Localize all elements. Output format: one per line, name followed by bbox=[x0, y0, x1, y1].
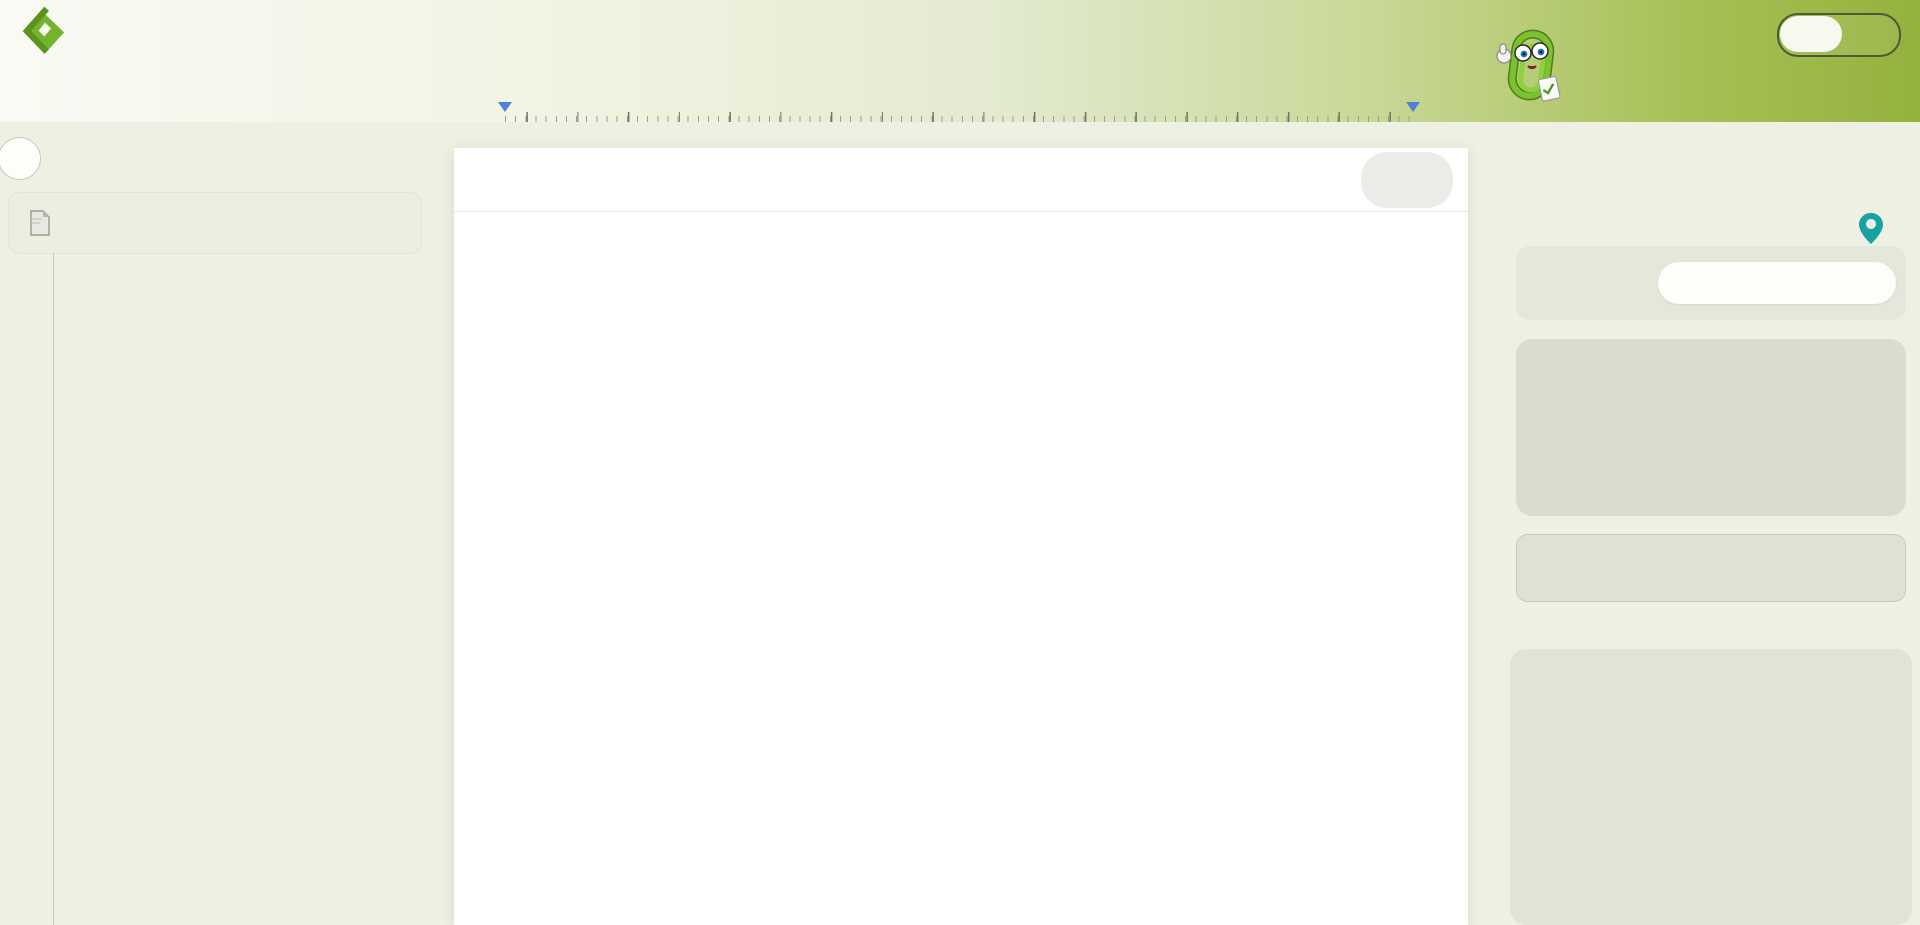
editor-panel bbox=[454, 148, 1468, 925]
mascot-paperclip bbox=[1492, 26, 1564, 111]
target-preview bbox=[1516, 534, 1906, 602]
ruler-marker-left-icon[interactable] bbox=[498, 102, 512, 112]
app-logo[interactable] bbox=[14, 7, 72, 61]
lang-en-button[interactable] bbox=[1780, 16, 1842, 52]
header-bar bbox=[0, 0, 1920, 122]
ruler-marker-right-icon[interactable] bbox=[1406, 102, 1420, 112]
project-title-row bbox=[104, 18, 114, 42]
chapter-content bbox=[454, 212, 1468, 227]
label-field-card bbox=[1516, 246, 1906, 320]
add-chapter-button[interactable] bbox=[0, 137, 41, 180]
tree-indent-guide bbox=[53, 253, 54, 925]
lang-es-button[interactable] bbox=[1843, 16, 1899, 52]
logo-icon bbox=[20, 7, 66, 55]
document-icon bbox=[29, 209, 51, 237]
language-toggle[interactable] bbox=[1777, 13, 1901, 57]
destination-card bbox=[1516, 339, 1906, 516]
label-input[interactable] bbox=[1658, 262, 1896, 304]
ruler-major-ticks bbox=[505, 112, 1417, 122]
chapter-item[interactable] bbox=[8, 192, 422, 254]
map-pin-icon[interactable] bbox=[1858, 212, 1884, 250]
full-chapter-button[interactable] bbox=[1361, 152, 1453, 208]
effects-card bbox=[1510, 649, 1912, 925]
breadcrumb-bar bbox=[454, 148, 1468, 212]
